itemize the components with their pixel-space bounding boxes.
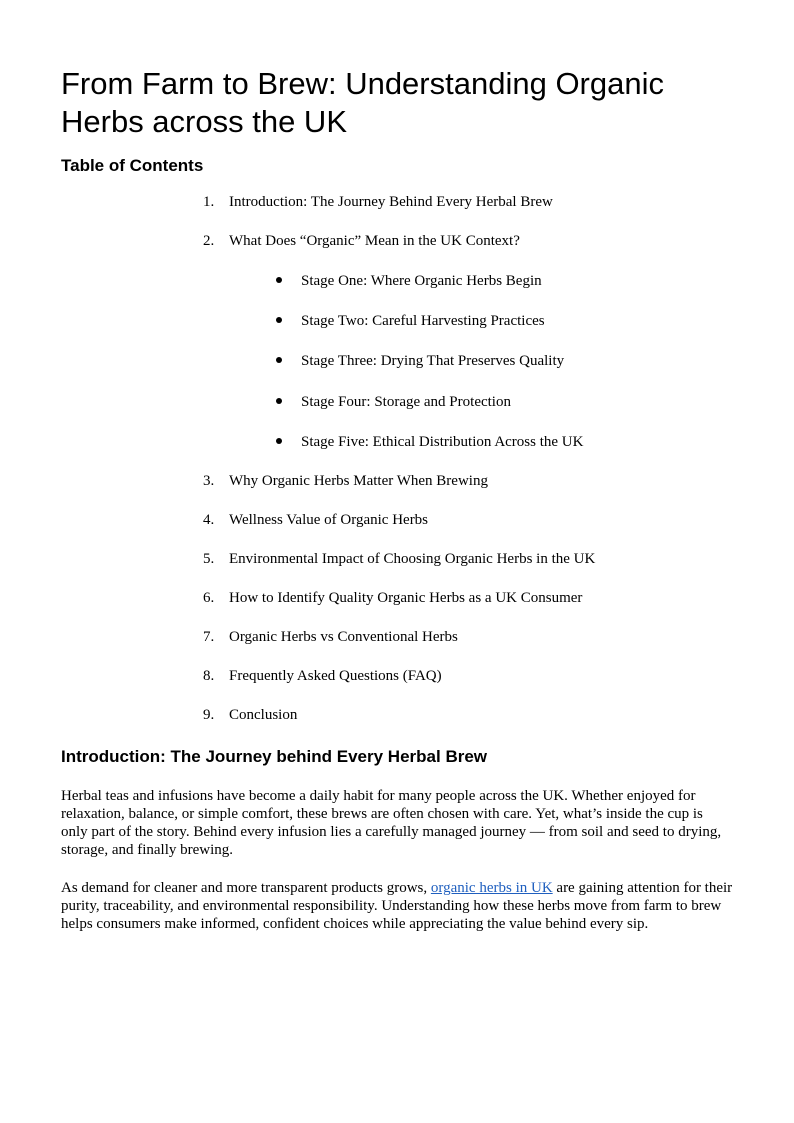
introduction-paragraph-1: Herbal teas and infusions have become a daily habit for many people across the UK. Whether enjoyed for relaxation, balance, or simple comfort, these brews are often chosen with care. Yet, what’s inside the cup is only part of the story. Behind every infusion lies a carefully managed journey — from soil and seed to drying, storage, and finally brewing. [61,788,722,858]
toc-item-label[interactable]: How to Identify Quality Organic Herbs as a UK Consumer [229,590,583,606]
introduction-heading: Introduction: The Journey behind Every Herbal Brew [61,747,488,766]
toc-item-faq[interactable] [0,667,794,687]
toc-subitem-stage-five[interactable] [0,433,794,453]
toc-item-label[interactable]: Wellness Value of Organic Herbs [229,512,429,528]
toc-item-label[interactable]: Organic Herbs vs Conventional Herbs [229,629,458,645]
toc-subitem-stage-two[interactable] [0,312,794,332]
toc-subitem-label[interactable]: Stage Four: Storage and Protection [301,394,511,410]
toc-item-number: 5. [203,551,215,567]
toc-subitem-label[interactable]: Stage Five: Ethical Distribution Across the UK [301,434,584,450]
bullet-icon [276,277,282,283]
bullet-icon [276,317,282,323]
toc-item-number: 4. [203,512,215,528]
bullet-icon [276,357,282,363]
toc-item-environmental-impact[interactable] [0,550,794,570]
introduction-paragraph-2 [61,879,733,933]
toc-item-number: 6. [203,590,215,606]
toc-heading: Table of Contents [61,156,204,175]
toc-subitem-stage-one[interactable] [0,272,794,292]
toc-item-label[interactable]: Introduction: The Journey Behind Every Herbal Brew [229,194,553,210]
toc-item-number: 1. [203,194,215,210]
toc-subitem-stage-three[interactable] [0,352,794,372]
toc-item-label[interactable]: Conclusion [229,707,298,723]
toc-item-introduction[interactable] [0,193,794,213]
toc-item-why-organic[interactable] [0,472,794,492]
paragraph-text: As demand for cleaner and more transparent products grows, [61,880,431,896]
toc-subitem-stage-four[interactable] [0,393,794,413]
bullet-icon [276,398,282,404]
toc-subitem-label[interactable]: Stage Two: Careful Harvesting Practices [301,313,545,329]
toc-item-label[interactable]: What Does “Organic” Mean in the UK Context? [229,233,520,249]
toc-subitem-label[interactable]: Stage Three: Drying That Preserves Quality [301,353,565,369]
toc-item-wellness[interactable] [0,511,794,531]
toc-item-identify-quality[interactable] [0,589,794,609]
toc-item-conclusion[interactable] [0,706,794,726]
toc-item-number: 3. [203,473,215,489]
document-title: From Farm to Brew: Understanding Organic Herbs across the UK [61,66,664,139]
bullet-icon [276,438,282,444]
toc-item-number: 8. [203,668,215,684]
toc-item-label[interactable]: Frequently Asked Questions (FAQ) [229,668,442,684]
toc-item-number: 9. [203,707,215,723]
toc-item-number: 2. [203,233,215,249]
toc-subitem-label[interactable]: Stage One: Where Organic Herbs Begin [301,273,542,289]
organic-herbs-uk-link[interactable]: organic herbs in UK [430,880,553,896]
toc-item-number: 7. [203,629,215,645]
paragraph-text: are gaining attention for their purity, traceability, and environmental responsibility. Understanding how these herbs move from farm to brew helps consumers make informed, confident choices while appreciating the value behind every sip. [61,880,733,932]
toc-item-organic-vs-conventional[interactable] [0,628,794,648]
toc-item-organic-meaning[interactable] [0,232,794,252]
toc-item-label[interactable]: Why Organic Herbs Matter When Brewing [229,473,488,489]
toc-item-label[interactable]: Environmental Impact of Choosing Organic Herbs in the UK [229,551,596,567]
